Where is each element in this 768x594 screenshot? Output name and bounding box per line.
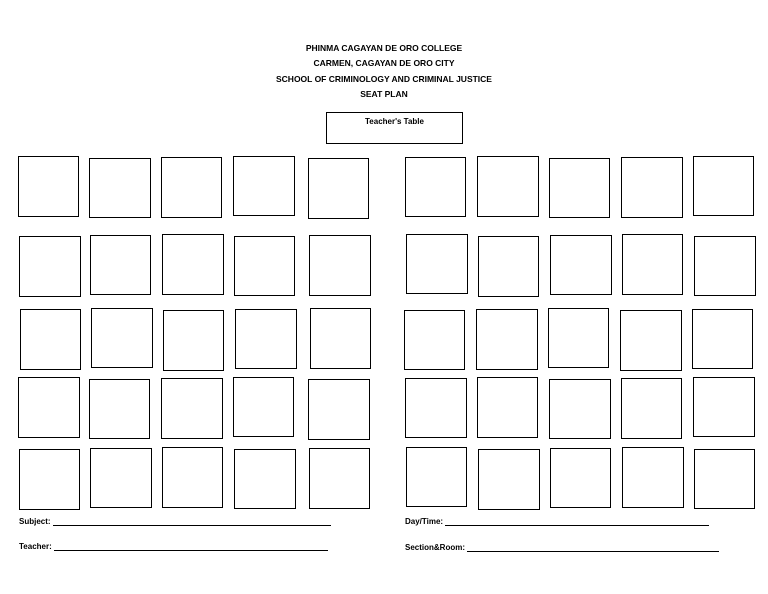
seat-box-right-r1-c2: [477, 156, 539, 217]
seat-box-right-r1-c3: [549, 158, 610, 218]
seat-box-right-r2-c2: [478, 236, 539, 297]
seat-box-right-r1-c5: [693, 156, 754, 216]
seat-box-left-r1-c2: [89, 158, 151, 218]
seat-box-left-r4-c2: [89, 379, 150, 439]
seat-box-left-r3-c2: [91, 308, 153, 368]
section-room-label: Section&Room:: [405, 543, 465, 552]
seat-box-right-r4-c2: [477, 377, 538, 438]
seat-box-left-r4-c4: [233, 377, 294, 437]
seat-box-right-r4-c5: [693, 377, 755, 437]
seat-box-right-r2-c3: [550, 235, 612, 295]
college-address: CARMEN, CAGAYAN DE ORO CITY: [313, 58, 455, 69]
seat-box-left-r4-c3: [161, 378, 223, 439]
seat-box-right-r5-c3: [550, 448, 611, 508]
section-room-blank-line[interactable]: [467, 543, 719, 552]
seat-box-left-r2-c2: [90, 235, 151, 295]
seat-box-right-r2-c5: [694, 236, 756, 296]
seat-box-right-r2-c1: [406, 234, 468, 294]
school-name: SCHOOL OF CRIMINOLOGY AND CRIMINAL JUSTICE: [276, 73, 492, 84]
teacher-label: Teacher:: [19, 542, 52, 551]
seat-box-right-r3-c3: [548, 308, 609, 368]
seat-box-left-r2-c3: [162, 234, 224, 295]
seat-box-right-r3-c4: [620, 310, 682, 371]
seat-box-left-r1-c4: [233, 156, 295, 216]
seat-box-left-r5-c2: [90, 448, 152, 508]
seat-box-left-r3-c3: [163, 310, 224, 371]
day-time-field: [405, 517, 709, 526]
day-time-blank-line[interactable]: [445, 517, 709, 526]
seat-box-left-r4-c5: [308, 379, 370, 440]
seat-box-left-r3-c1: [20, 309, 81, 370]
seat-box-right-r4-c1: [405, 378, 467, 438]
seat-box-right-r5-c1: [406, 447, 467, 507]
seat-box-right-r1-c4: [621, 157, 683, 218]
day-time-label: Day/Time:: [405, 517, 444, 526]
seat-box-left-r5-c5: [309, 448, 370, 509]
seat-box-left-r5-c4: [234, 449, 296, 509]
document-header: [0, 41, 768, 102]
seat-box-left-r1-c3: [161, 157, 222, 218]
seat-box-right-r4-c3: [549, 379, 611, 439]
teachers-table-label: Teacher's Table: [365, 117, 424, 126]
seat-box-left-r5-c1: [19, 449, 80, 510]
seat-box-right-r5-c2: [478, 449, 540, 510]
seat-box-left-r4-c1: [18, 377, 80, 438]
seat-box-right-r5-c4: [622, 447, 684, 508]
seat-box-left-r3-c5: [310, 308, 371, 369]
seat-box-left-r5-c3: [162, 447, 223, 508]
seat-box-left-r3-c4: [235, 309, 297, 369]
subject-field: [19, 517, 331, 526]
seat-box-right-r3-c1: [404, 310, 465, 370]
teachers-table-box: [326, 112, 463, 144]
seat-box-right-r2-c4: [622, 234, 683, 295]
seat-box-right-r3-c5: [692, 309, 753, 369]
teacher-field: [19, 542, 328, 551]
document-title: SEAT PLAN: [360, 88, 408, 99]
college-name: PHINMA CAGAYAN DE ORO COLLEGE: [305, 43, 463, 53]
seat-box-left-r2-c5: [309, 235, 371, 296]
seat-box-right-r5-c5: [694, 449, 755, 509]
seat-box-right-r4-c4: [621, 378, 682, 439]
seat-box-right-r3-c2: [476, 309, 538, 370]
subject-blank-line[interactable]: [53, 517, 331, 526]
seat-box-right-r1-c1: [405, 157, 466, 217]
seat-box-left-r2-c1: [19, 236, 81, 297]
teacher-blank-line[interactable]: [54, 542, 328, 551]
seat-box-left-r1-c5: [308, 158, 369, 219]
seat-box-left-r1-c1: [18, 156, 79, 217]
section-room-field: [405, 543, 719, 552]
seat-box-left-r2-c4: [234, 236, 295, 296]
subject-label: Subject:: [19, 517, 51, 526]
